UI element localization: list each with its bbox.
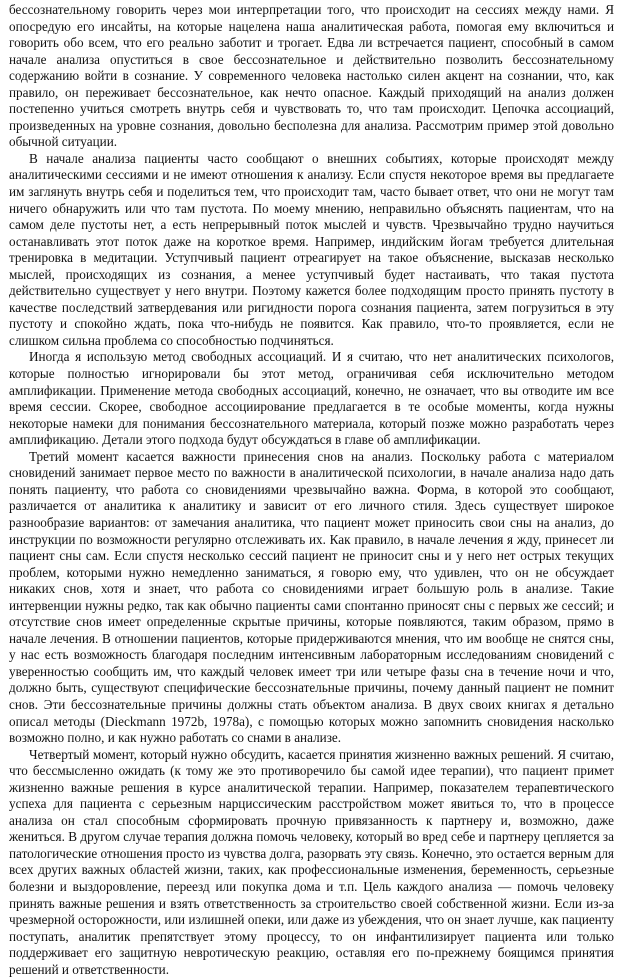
paragraph-1-text: бессознательному говорить через мои интерпретации того, что происходит на сессиях между нами. Я опосредую его инсайты, на которые нацелена наша аналитическая работа, помогая ему включиться и говорить обо всем, что его реально заботит и трогает. Едва ли встречается пациент, способный в самом начале анализа опуститься в свое бессознательное и действительно позволить бессознательному содержанию войти в сознание. У современного человека настолько силен акцент на сознании, что, как правило, он переживает бессознательное, как нечто опасное. Каждый приходящий на анализ должен постепенно учиться смотреть внутрь себя и чувствовать то, что там происходит. Цепочка ассоциаций, произведенных на уровне сознания, довольно бесполезна для анализа. Рассмотрим пример этой довольно обычной ситуации. [9, 2, 614, 150]
paragraph-2-text: В начале анализа пациенты часто сообщают о внешних событиях, которые происходят между аналитическими сессиями и не имеют отношения к анализу. Если спустя некоторое время вы предлагаете им заглянуть внутрь себя и поделиться тем, что происходит там, часто бывает ответ, что они не могут там ничего обнаружить или что там пустота. По моему мнению, неправильно объяснять пациентам, что на самом деле пустоты нет, а есть непрерывный поток мыслей и чувств. Чрезвычайно трудно научиться останавливать этот поток даже на короткое время. Например, индийским йогам требуется длительная тренировка в медитации. Уступчивый пациент отреагирует на такое объяснение, высказав несколько мыслей, происходящих из сознания, а менее уступчивый будет настаивать, что такая пустота действительно существует у него внутри. Поэтому кажется более подходящим просто принять пустоту в качестве последствий затвердевания или ригидности порога сознания пациента, затем погрузиться в эту пустоту и спокойно ждать, пока что-нибудь не появится. Как правило, что-то проявляется, если не слишком сильна проблема со способностью подчиняться. [9, 150, 614, 348]
paragraph-2 [9, 151, 614, 350]
paragraph-4-text: Третий момент касается важности принесения снов на анализ. Поскольку работа с материалом сновидений занимает первое место по важности в аналитической психологии, в начале анализа надо дать понять пациенту, что работа со сновидениями чрезвычайно важна. Форма, в которой это сообщают, различается от аналитика к аналитику и зависит от его личного стиля. Здесь существует широкое разнообразие вариантов: от замечания аналитика, что пациент может приносить свои сны на анализ, до инструкции по возможности регулярно отслеживать их. Как правило, в начале лечения я жду, принесет ли пациент сны сам. Если спустя несколько сессий пациент не приносит сны и у него нет острых текущих проблем, которыми нужно немедленно заниматься, я говорю ему, что удивлен, что он не обсуждает никаких снов, хотя и знает, что работа со сновидениями играет большую роль в анализе. Такие интервенции нужны редко, так как обычно пациенты сами спонтанно приносят сны с первых же сессий; и отсутствие снов имеет определенные скрытые причины, которые появляются, таким образом, прямо в начале лечения. В отношении пациентов, которые придерживаются мнения, что им вообще не снятся сны, у нас есть возможность благодаря последним интенсивным лабораторным исследованиям сновидений с уверенностью сообщить им, что каждый человек имеет три или четыре фазы сна в течение ночи и что, должно быть, существуют специфические бессознательные причины, почему данный пациент не помнит снов. Эти бессознательные причины должны стать объектом анализа. В двух своих книгах я детально описал методы (Dieckmann 1972b, 1978a), с помощью которых можно запомнить сновидения насколько возможно полно, и как нужно работать со снами в анализе. [9, 448, 614, 746]
paragraph-3 [9, 349, 614, 448]
paragraph-5-text: Четвертый момент, который нужно обсудить, касается принятия жизненно важных решений. Я считаю, что бессмысленно ожидать (к тому же это противоречило бы самой идее терапии), что пациент примет жизненно важные решения в курсе аналитической терапии. Например, показателем терапевтического успеха для пациента с серьезным нарциссическим расстройством может явиться то, что в процессе анализа он стал способным сформировать прочную привязанность к партнеру и, возможно, даже жениться. В другом случае терапия должна помочь человеку, который во вред себе и партнеру цепляется за патологические отношения просто из чувства долга, разорвать эту связь. Конечно, это остается верным для всех других важных областей жизни, таких, как профессиональные изменения, беременность, серьезные болезни и выздоровление, переезд или покупка дома и т.п. Цель каждого анализа — помочь человеку принять важные решения и взять ответственность за строительство своей собственной жизни. Если из-за чрезмерной осторожности, или излишней опеки, или даже из убеждения, что он знает лучше, как пациенту поступать, аналитик препятствует этому процессу, то он инфантилизирует пациента или только поддерживает его защитную невротическую реакцию, оставляя его по-прежнему боящимся принятия решений и ответственности. [9, 746, 614, 977]
paragraph-5 [9, 747, 614, 978]
paragraph-1 [9, 2, 614, 151]
paragraph-3-text: Иногда я использую метод свободных ассоциаций. И я считаю, что нет аналитических психологов, которые полностью игнорировали бы этот метод, ограничивая себя исключительно методом амплификации. Применение метода свободных ассоциаций, конечно, не означает, что вы отводите им все время сессии. Скорее, свободное ассоциирование предлагается в те особые моменты, когда нужны некоторые намеки для понимания бессознательного материала, который позже можно разработать через амплификацию. Детали этого подхода будут обсуждаться в главе об амплификации. [9, 349, 614, 448]
paragraph-4 [9, 449, 614, 747]
